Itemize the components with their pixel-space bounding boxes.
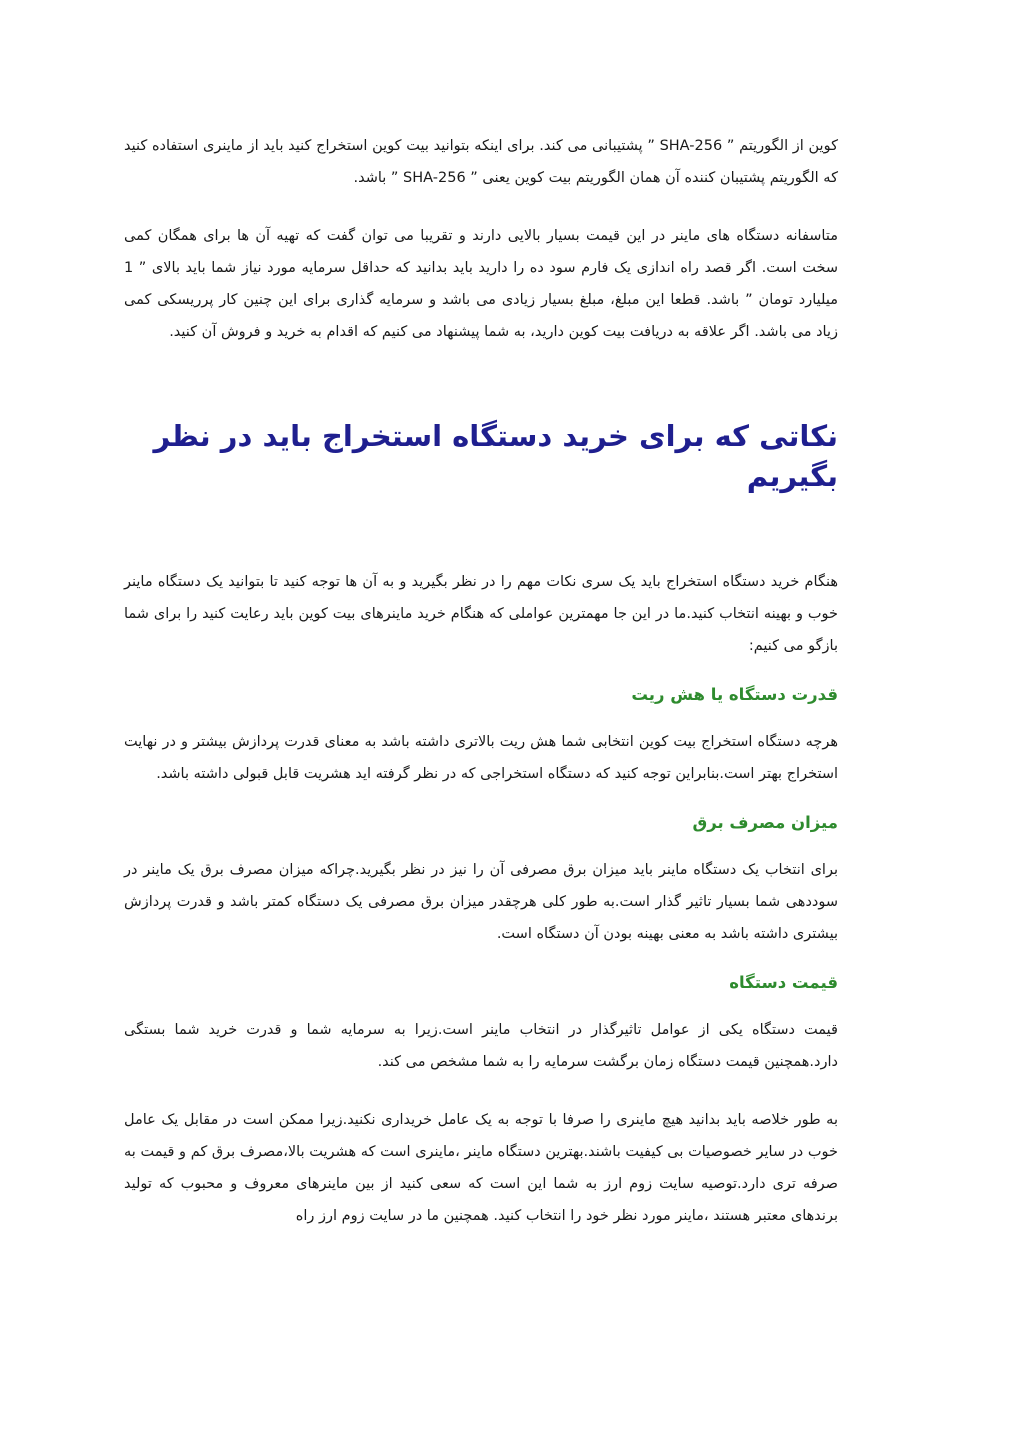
document-page (124, 130, 838, 1232)
tips-intro-paragraph: هنگام خرید دستگاه استخراج باید یک سری نکات مهم را در نظر بگیرید و به آن ها توجه کنید تا بتوانید یک دستگاه ماینر خوب و بهینه انتخاب کنید.ما در این جا مهمترین عواملی که هنگام خرید ماینرهای بیت کوین باید رعایت کنید را برای شما بازگو می کنیم: (124, 574, 838, 654)
intro-paragraph: کوین از الگوریتم ” SHA-256 ” پشتیبانی می کند. برای اینکه بتوانید بیت کوین استخراج کنید باید از ماینری استفاده کنید که الگوریتم پشتیبان کننده آن همان الگوریتم بیت کوین یعنی ” SHA-256 ” باشد. (124, 138, 838, 186)
price-paragraph: قیمت دستگاه یکی از عوامل تاثیرگذار در انتخاب ماینر است.زیرا به سرمایه شما و قدرت خرید شما بستگی دارد.همچنین قیمت دستگاه زمان برگشت سرمایه را به شما مشخص می کند. (124, 1022, 838, 1070)
hashrate-heading: قدرت دستگاه یا هش ریت (631, 685, 838, 704)
main-heading: نکاتی که برای خرید دستگاه استخراج باید در نظر بگیریم (153, 419, 838, 493)
power-paragraph: برای انتخاب یک دستگاه ماینر باید میزان برق مصرفی آن را نیز در نظر بگیرید.چراکه میزان مصرف برق یک ماینر در سوددهی شما بسیار تاثیر گذار است.به طور کلی هرچقدر میزان برق مصرفی یک دستگاه کمتر باشد و قدرت پردازش بیشتری داشته باشد به معنی بهینه بودن آن دستگاه است. (124, 862, 838, 942)
hashrate-paragraph: هرچه دستگاه استخراج بیت کوین انتخابی شما هش ریت بالاتری داشته باشد به معنای قدرت پردازش بیشتر و در نهایت استخراج بهتر است.بنابراین توجه کنید که دستگاه استخراجی که در نظر گرفته اید هشریت قابل قبولی داشته باشد. (124, 734, 838, 782)
summary-paragraph: به طور خلاصه باید بدانید هیچ ماینری را صرفا با توجه به یک عامل خریداری نکنید.زیرا ممکن است در مقابل یک عامل خوب در سایر خصوصیات بی کیفیت باشند.بهترین دستگاه ماینر ،ماینری است که هشریت بالا،مصرف برق کم و قیمت به صرفه تری دارد.توصیه سایت زوم ارز به شما این است که سعی کنید از بین ماینرهای معروف و محبوب که تولید برندهای معتبر هستند ،ماینر مورد نظر خود را انتخاب کنید. همچنین ما در سایت زوم ارز راه (124, 1112, 838, 1224)
power-heading: میزان مصرف برق (692, 813, 838, 832)
price-heading: قیمت دستگاه (729, 973, 838, 992)
cost-paragraph: متاسفانه دستگاه های ماینر در این قیمت بسیار بالایی دارند و تقریبا می توان گفت که تهیه آن ها برای همگان کمی سخت است. اگر قصد راه اندازی یک فارم سود ده را دارید باید بدانید که حداقل سرمایه مورد نیاز شما باید بالای ” 1 میلیارد تومان ” باشد. قطعا این مبلغ، مبلغ بسیار زیادی می باشد و سرمایه گذاری برای این چنین کار پرریسکی کمی زیاد می باشد. اگر علاقه به دریافت بیت کوین دارید، به شما پیشنهاد می کنیم که اقدام به خرید و فروش آن کنید. (124, 228, 838, 340)
